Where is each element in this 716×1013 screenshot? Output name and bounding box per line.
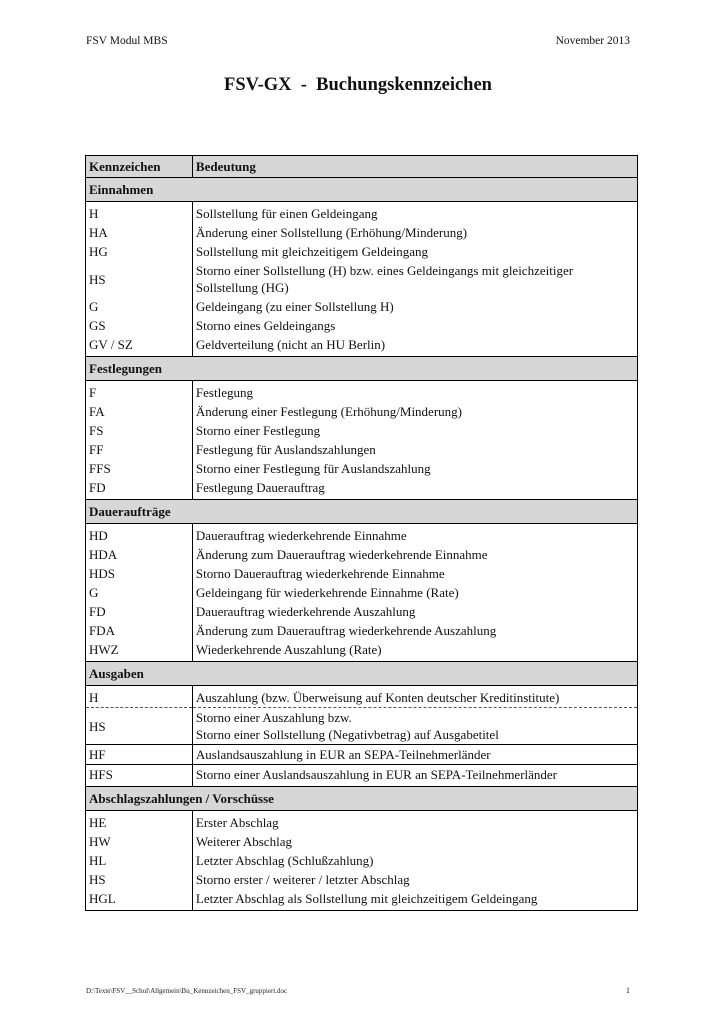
code-cell: HFS xyxy=(86,765,193,787)
table-row xyxy=(86,223,638,242)
table-header-row xyxy=(86,156,638,178)
meaning-cell: Dauerauftrag wiederkehrende Auszahlung xyxy=(192,602,637,621)
running-header-date: November 2013 xyxy=(555,35,630,47)
table-row xyxy=(86,297,638,316)
code-cell: HDS xyxy=(86,564,193,583)
code-cell: HD xyxy=(86,524,193,546)
table-row xyxy=(86,708,638,745)
section-header-dauerauftraege xyxy=(86,500,638,524)
table-row xyxy=(86,832,638,851)
table-row xyxy=(86,870,638,889)
section-title: Abschlagszahlungen / Vorschüsse xyxy=(86,787,638,811)
code-cell: H xyxy=(86,686,193,708)
meaning-cell: Änderung zum Dauerauftrag wiederkehrende Einnahme xyxy=(192,545,637,564)
meaning-cell: Änderung zum Dauerauftrag wiederkehrende Auszahlung xyxy=(192,621,637,640)
meaning-line: Storno einer Sollstellung (Negativbetrag) auf Ausgabetitel xyxy=(195,727,499,742)
meaning-cell: Festlegung Dauerauftrag xyxy=(192,478,637,500)
table-row xyxy=(86,402,638,421)
table-row xyxy=(86,202,638,224)
code-cell: HF xyxy=(86,745,193,765)
table-row xyxy=(86,459,638,478)
code-cell: HDA xyxy=(86,545,193,564)
code-cell: G xyxy=(86,297,193,316)
meaning-cell: Storno einer Festlegung für Auslandszahlung xyxy=(192,459,637,478)
meaning-cell: Letzter Abschlag (Schlußzahlung) xyxy=(192,851,637,870)
table-row xyxy=(86,621,638,640)
code-cell: GV / SZ xyxy=(86,335,193,357)
table-row xyxy=(86,478,638,500)
section-title: Festlegungen xyxy=(86,357,638,381)
code-cell: FF xyxy=(86,440,193,459)
meaning-cell: Auszahlung (bzw. Überweisung auf Konten deutscher Kreditinstitute) xyxy=(192,686,637,708)
section-title: Einnahmen xyxy=(86,178,638,202)
code-cell: G xyxy=(86,583,193,602)
meaning-cell: Änderung einer Sollstellung (Erhöhung/Minderung) xyxy=(192,223,637,242)
table-row xyxy=(86,545,638,564)
code-cell: HL xyxy=(86,851,193,870)
table-row xyxy=(86,564,638,583)
table-row xyxy=(86,765,638,787)
meaning-cell: Änderung einer Festlegung (Erhöhung/Minderung) xyxy=(192,402,637,421)
code-cell: HWZ xyxy=(86,640,193,662)
code-cell: GS xyxy=(86,316,193,335)
meaning-cell xyxy=(192,708,637,745)
meaning-cell: Geldverteilung (nicht an HU Berlin) xyxy=(192,335,637,357)
table-row xyxy=(86,851,638,870)
meaning-cell: Auslandsauszahlung in EUR an SEPA-Teilnehmerländer xyxy=(192,745,637,765)
code-cell: HS xyxy=(86,708,193,745)
table-row xyxy=(86,602,638,621)
code-cell: HA xyxy=(86,223,193,242)
table-row xyxy=(86,261,638,297)
footer-file-path: D:\Texte\FSV__Schul\Allgemein\Bu_Kennzeichen_FSV_gruppiert.doc xyxy=(86,987,288,995)
table-row xyxy=(86,640,638,662)
meaning-cell: Sollstellung mit gleichzeitigem Geldeingang xyxy=(192,242,637,261)
table-row xyxy=(86,811,638,833)
section-header-abschlagszahlungen xyxy=(86,787,638,811)
meaning-cell: Weiterer Abschlag xyxy=(192,832,637,851)
table-row xyxy=(86,440,638,459)
code-cell: FA xyxy=(86,402,193,421)
meaning-cell: Storno einer Festlegung xyxy=(192,421,637,440)
code-cell: HG xyxy=(86,242,193,261)
meaning-line: Storno einer Auszahlung bzw. xyxy=(195,710,352,725)
meaning-cell: Storno einer Auslandsauszahlung in EUR an SEPA-Teilnehmerländer xyxy=(192,765,637,787)
meaning-cell: Geldeingang für wiederkehrende Einnahme (Rate) xyxy=(192,583,637,602)
table-row xyxy=(86,889,638,911)
code-cell: HGL xyxy=(86,889,193,911)
meaning-cell: Storno Dauerauftrag wiederkehrende Einnahme xyxy=(192,564,637,583)
booking-codes-table xyxy=(85,155,638,911)
table-row xyxy=(86,381,638,403)
meaning-cell: Storno erster / weiterer / letzter Abschlag xyxy=(192,870,637,889)
code-cell: HW xyxy=(86,832,193,851)
meaning-cell: Festlegung für Auslandszahlungen xyxy=(192,440,637,459)
meaning-cell: Storno eines Geldeingangs xyxy=(192,316,637,335)
code-cell: FFS xyxy=(86,459,193,478)
code-cell: FD xyxy=(86,602,193,621)
page-title: FSV-GX - Buchungskennzeichen xyxy=(224,75,492,95)
table-row xyxy=(86,745,638,765)
code-cell: HE xyxy=(86,811,193,833)
meaning-cell: Letzter Abschlag als Sollstellung mit gleichzeitigem Geldeingang xyxy=(192,889,637,911)
section-title: Ausgaben xyxy=(86,662,638,686)
column-header-kennzeichen: Kennzeichen xyxy=(86,156,193,178)
table-row xyxy=(86,421,638,440)
table-row xyxy=(86,242,638,261)
code-cell: HS xyxy=(86,870,193,889)
meaning-cell: Dauerauftrag wiederkehrende Einnahme xyxy=(192,524,637,546)
code-cell: FD xyxy=(86,478,193,500)
meaning-cell: Erster Abschlag xyxy=(192,811,637,833)
code-cell: H xyxy=(86,202,193,224)
footer-page-number: 1 xyxy=(626,986,630,995)
table-row xyxy=(86,686,638,708)
section-header-festlegungen xyxy=(86,357,638,381)
section-title: Daueraufträge xyxy=(86,500,638,524)
running-header-left: FSV Modul MBS xyxy=(86,35,168,47)
meaning-cell: Wiederkehrende Auszahlung (Rate) xyxy=(192,640,637,662)
code-cell: FS xyxy=(86,421,193,440)
section-header-einnahmen xyxy=(86,178,638,202)
meaning-cell: Geldeingang (zu einer Sollstellung H) xyxy=(192,297,637,316)
meaning-cell: Festlegung xyxy=(192,381,637,403)
table-row xyxy=(86,335,638,357)
meaning-cell: Storno einer Sollstellung (H) bzw. eines Geldeingangs mit gleichzeitiger Sollstellung (HG) xyxy=(192,261,637,297)
code-cell: F xyxy=(86,381,193,403)
code-cell: HS xyxy=(86,261,193,297)
code-cell: FDA xyxy=(86,621,193,640)
section-header-ausgaben xyxy=(86,662,638,686)
column-header-bedeutung: Bedeutung xyxy=(192,156,637,178)
table-row xyxy=(86,316,638,335)
table-row xyxy=(86,524,638,546)
table-row xyxy=(86,583,638,602)
meaning-cell: Sollstellung für einen Geldeingang xyxy=(192,202,637,224)
